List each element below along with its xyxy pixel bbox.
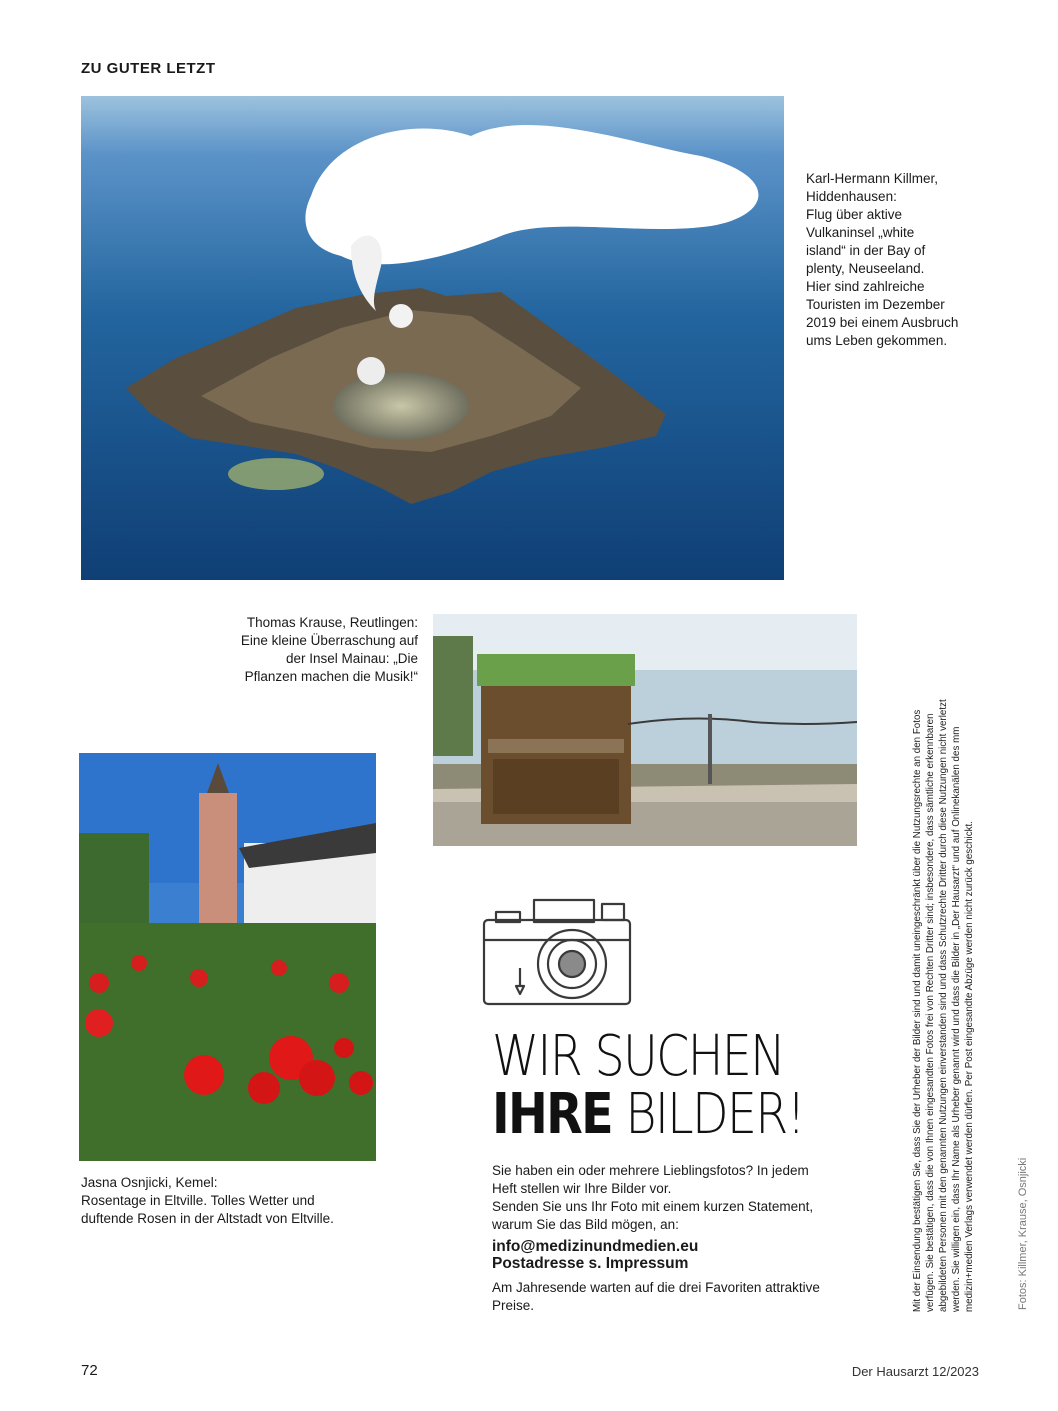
page-number: 72 (81, 1362, 98, 1379)
photo-credit: Fotos: Killmer, Krause, Osnjicki (1017, 1157, 1029, 1310)
headline-rest: BILDER! (611, 1082, 805, 1147)
legal-notice: Mit der Einsendung bestätigen Sie, dass Sie der Urheber der Bilder sind und damit uneingeschränkt über die Nutzungsrechte an den Fotos verfügen. Sie bestätigen, dass die von Ihnen eingesandten Fotos frei von Rechten Dritter sind; insbesondere, dass sämtliche erkennbaren abgebildeten Personen mit den genannten Nutzungen einverstanden sind und dass Schutzrechte Dritter durch diese Nutzungen nicht verletzt werden. Sie willigen ein, dass Ihr Name als Urheber genannt wird und dass die Bilder in „Der Hausarzt“ und auf Onlinekanälen des mm medizin+medien Verlags verwendet werden dürfen. Per Post eingesandte Abzüge werden nicht zurück geschickt. (912, 699, 975, 1312)
camera-icon (476, 890, 636, 1010)
publication-info: Der Hausarzt 12/2023 (851, 1364, 979, 1379)
caption-osnjicki: Jasna Osnjicki, Kemel: Rosentage in Eltville. Tolles Wetter und duftende Rosen in der Altstadt von Eltville. (81, 1175, 334, 1226)
headline-bold: IHRE (492, 1082, 612, 1147)
call-to-action-text: Sie haben ein oder mehrere Lieblingsfotos? In jedem Heft stellen wir Ihre Bilder vor. Senden Sie uns Ihr Foto mit einem kurzen Statement, warum Sie das Bild mögen, an: info@medizinundmedien.eu Postadresse s. Impressum Am Jahresende warten auf die drei Favoriten attraktive Preise. (492, 1162, 872, 1315)
caption-killmer: Karl-Hermann Killmer, Hiddenhausen: Flug über aktive Vulkaninsel „white island“ in der Bay of plenty, Neuseeland. Hier sind zahlreiche Touristen im Dezember 2019 bei einem Ausbruch ums Leben gekommen. (806, 171, 959, 348)
section-title: ZU GUTER LETZT (81, 60, 216, 77)
headline-line1: WIR SUCHEN (492, 1024, 785, 1089)
email-link[interactable]: info@medizinundmedien.eu (492, 1238, 699, 1255)
caption-krause: Thomas Krause, Reutlingen: Eine kleine Überraschung auf der Insel Mainau: „Die Pflanzen machen die Musik!“ (240, 615, 418, 684)
postal-address: Postadresse s. Impressum (492, 1255, 689, 1272)
piano-photo (433, 614, 857, 846)
headline (492, 1024, 859, 1147)
roses-photo (79, 753, 376, 1161)
volcano-island-photo (81, 96, 784, 580)
